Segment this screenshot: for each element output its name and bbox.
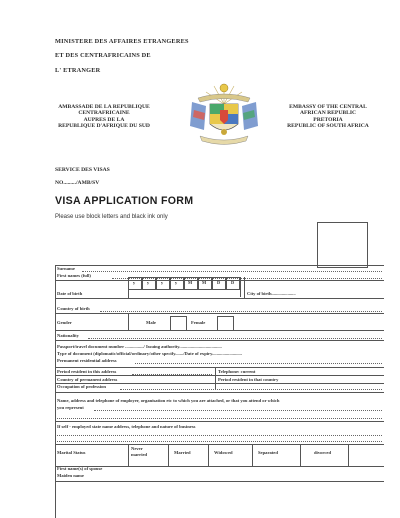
occupation-label: Occupation of profession [57, 384, 106, 389]
spouse-first-names-label: First name(s) of spouse [57, 466, 103, 471]
self-employed-field-2[interactable] [57, 441, 382, 442]
first-names-label: First names (full) [57, 273, 91, 278]
date-box-5: M [188, 280, 193, 285]
date-box-4: y [175, 280, 178, 285]
form-title: VISA APPLICATION FORM [55, 195, 194, 207]
embassy-fr-line-1: AMBASSADE DE LA REPUBLIQUE [58, 104, 150, 110]
nationality-label: Nationality [57, 333, 79, 338]
embassy-french-block [50, 104, 158, 129]
embassy-fr-line-2: CENTRAFRICAINE [78, 110, 130, 117]
ministry-line-3: L' ETRANGER [55, 67, 101, 74]
ministry-line-2: ET DES CENTRAFRICAINS DE [55, 52, 151, 59]
gender-male-checkbox[interactable] [170, 316, 187, 331]
date-box-1: y [133, 280, 136, 285]
embassy-fr-line-3: AUPRES DE LA [83, 116, 125, 123]
period-resident-label: Period resident in this address [57, 369, 117, 374]
employer-field[interactable] [94, 410, 382, 411]
city-of-birth-label: City of birth..................... [247, 291, 296, 296]
gender-female-checkbox[interactable] [217, 316, 234, 331]
coat-of-arms-emblem [184, 80, 264, 152]
maiden-name-label: Maiden name [57, 473, 84, 478]
marital-divorced: divorced [314, 450, 332, 455]
date-box-7: D [217, 280, 221, 285]
country-of-birth-label: Country of birth [57, 306, 90, 311]
marital-married: Married [174, 450, 191, 455]
photo-box[interactable] [317, 222, 368, 268]
service-reference: NO........./AMB/SV [55, 180, 100, 186]
date-box-3: y [161, 280, 164, 285]
gender-male-label: Male [146, 320, 156, 325]
occupation-field[interactable] [120, 389, 382, 390]
employer-label-line-2: you represent [57, 405, 84, 410]
embassy-english-block [268, 104, 388, 129]
gender-label: Gender [57, 320, 72, 325]
self-employed-label: If self - employed state name address, telephone and nature of business [57, 424, 196, 429]
surname-label: Surname [57, 266, 75, 271]
date-box-8: D [231, 280, 235, 285]
employer-field-2[interactable] [57, 418, 382, 419]
passport-label: Passport/travel document number ................/ Issuing authority..................................... [57, 344, 222, 349]
date-box-2: y [147, 280, 150, 285]
embassy-en-line-2: AFRICAN REPUBLIC [299, 110, 357, 117]
form-instruction: Please use block letters and black ink only [55, 214, 168, 220]
service-name: SERVICE DES VISAS [55, 167, 110, 173]
document-type-label: Type of document (diplomatic/official/ordinary/other specify......./Date of expiry.......................... [57, 351, 242, 356]
form-top-rule [55, 265, 384, 266]
period-country-label: Period resident in that country [218, 377, 279, 382]
embassy-en-line-4: REPUBLIC OF SOUTH AFRICA [287, 122, 369, 129]
embassy-fr-line-4: REPUBLIQUE D'AFRIQUE DU SUD [58, 122, 150, 129]
employer-label-line-1: Name, address and telephone of employer, organisation etc to which you are attached, or that you attend or which [57, 398, 280, 403]
gender-female-label: Female [191, 320, 206, 325]
country-of-birth-field[interactable] [100, 311, 382, 312]
marital-separated: Separated [258, 450, 278, 455]
date-of-birth-label: Date of birth [57, 291, 83, 296]
embassy-en-line-3: PRETORIA [313, 116, 343, 123]
marital-never-married: Never married [131, 446, 148, 457]
surname-field[interactable] [82, 271, 382, 272]
ministry-line-1: MINISTERE DES AFFAIRES ETRANGERES [55, 38, 189, 45]
marital-widowed: Widowed [214, 450, 233, 455]
self-employed-field[interactable] [57, 435, 382, 436]
permanent-address-label: Permanent residential address [57, 358, 117, 363]
permanent-address-field[interactable] [135, 363, 382, 364]
telephone-label: Telephone: current [218, 369, 256, 374]
country-permanent-label: Country of permanent address [57, 377, 118, 382]
marital-status-label: Marital Status [57, 450, 86, 455]
embassy-en-line-1: EMBASSY OF THE CENTRAL [289, 104, 367, 110]
date-box-6: M [202, 280, 207, 285]
nationality-field[interactable] [88, 338, 382, 339]
